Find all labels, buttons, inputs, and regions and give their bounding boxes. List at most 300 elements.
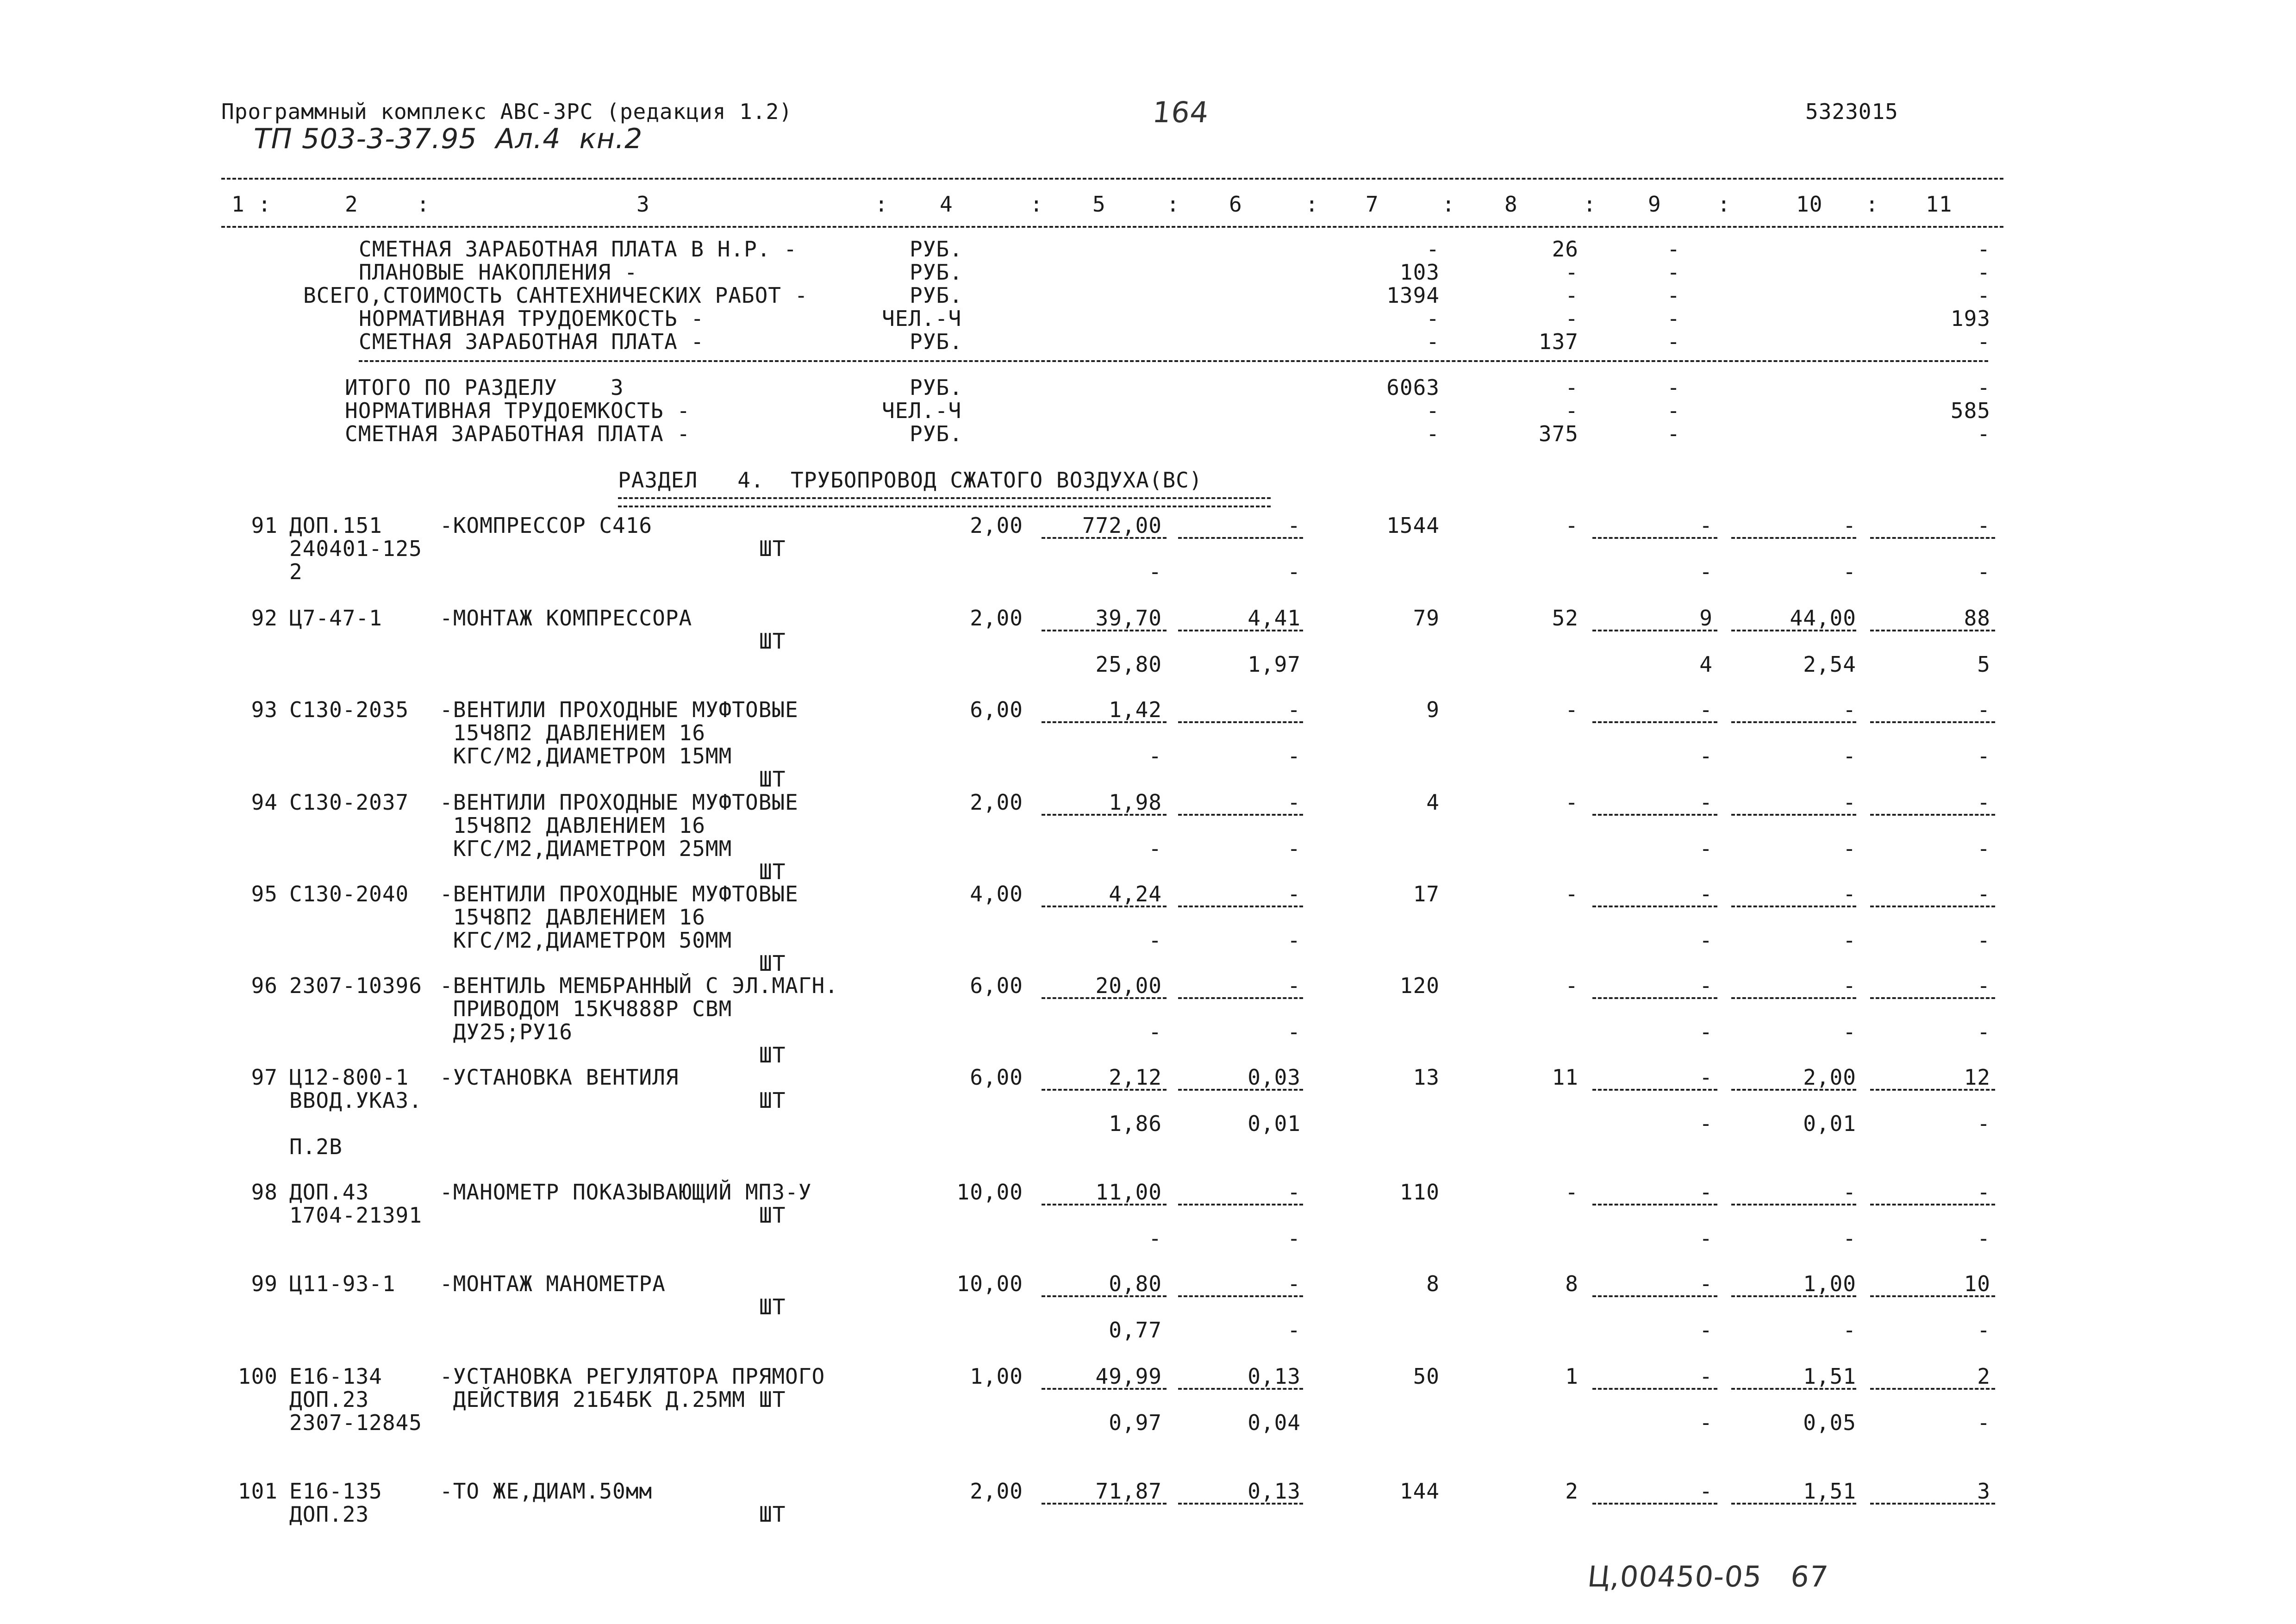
item-description: КГС/М2,ДИАМЕТРОМ 25ММ [440,836,732,861]
item-col9-sub: - [1699,928,1713,953]
summary_a-col11: - [1977,329,1990,354]
item-description: -УСТАНОВКА ВЕНТИЛЯ [440,1065,679,1090]
item-code: Ц11-93-1 [289,1271,396,1296]
item-col5-sub: - [1148,1226,1162,1251]
item-unit: ШТ [759,859,786,884]
summary_a-label: ВСЕГО,СТОИМОСТЬ САНТЕХНИЧЕСКИХ РАБОТ - [303,283,808,308]
item-unit: ШТ [759,1203,786,1228]
sub-rule-col5 [1042,906,1167,907]
sub-rule-col11 [1870,1089,1995,1091]
item-col6-sub: - [1287,559,1301,584]
column-header-0: 1 : [231,192,272,217]
item-description: -МОНТАЖ МАНОМЕТРА [440,1271,666,1296]
item-code: С130-2035 [289,697,409,722]
summary_a-unit: РУБ. [910,260,963,285]
item-col7: 4 [1426,790,1440,815]
sub-rule-col9 [1592,630,1717,631]
summary_b-col11: - [1977,375,1990,400]
item-col8: 8 [1565,1271,1578,1296]
sub-rule-col11 [1870,1388,1995,1390]
summary_b-col8: - [1565,375,1578,400]
sub-rule-col6 [1178,721,1303,723]
item-quantity: 2,00 [970,513,1023,538]
column-header-16: : [1717,192,1731,217]
sub-rule-col9 [1592,537,1717,539]
item-col7: 144 [1399,1479,1440,1504]
item-col11: - [1977,513,1990,538]
column-header-15: 9 [1648,192,1661,217]
item-col5-sub: 0,77 [1109,1318,1162,1343]
item-code: ДОП.151 [289,513,382,538]
column-header-18: : [1866,192,1879,217]
item-code: С130-2040 [289,881,409,906]
item-number: 100 [237,1364,278,1389]
item-col5-sub: 0,97 [1109,1410,1162,1435]
sub-rule-col11 [1870,1503,1995,1505]
handwritten-reference: ТП 503-3-37.95 Ал.4 кн.2 [254,123,643,155]
sub-rule-col9 [1592,997,1717,999]
summary_b-col8: 375 [1538,421,1578,446]
item-number: 93 [251,697,278,722]
item-col11: - [1977,1180,1990,1205]
item-col5: 71,87 [1095,1479,1162,1504]
column-header-4: : [875,192,888,217]
item-unit: ШТ [759,1294,786,1319]
summary_a-label: ПЛАНОВЫЕ НАКОПЛЕНИЯ - [359,260,638,285]
sub-rule-col6 [1178,1204,1303,1206]
item-col10: - [1843,513,1856,538]
sub-rule-col9 [1592,814,1717,816]
item-col6: 4,41 [1248,606,1301,631]
item-col11-sub: - [1977,1318,1990,1343]
item-col11-sub: - [1977,1111,1990,1136]
item-col5: 772,00 [1082,513,1162,538]
sub-rule-col6 [1178,1503,1303,1505]
column-header-1: 2 [345,192,358,217]
item-quantity: 6,00 [970,973,1023,998]
item-col11-sub: - [1977,1226,1990,1251]
summary_b-col11: 585 [1950,398,1990,423]
sub-rule-col11 [1870,1204,1995,1206]
sub-rule-col5 [1042,630,1167,631]
summary_b-label: ИТОГО ПО РАЗДЕЛУ 3 [345,375,624,400]
item-col10: - [1843,973,1856,998]
item-number: 94 [251,790,278,815]
item-col10: 2,00 [1803,1065,1856,1090]
summary_a-col9: - [1667,283,1680,308]
column-header-17: 10 [1796,192,1823,217]
item-col9: - [1699,881,1713,906]
sub-rule-col5 [1042,1295,1167,1297]
item-col7: 9 [1426,697,1440,722]
sub-rule-col5 [1042,814,1167,816]
item-code: С130-2037 [289,790,409,815]
item-description: 15Ч8П2 ДАВЛЕНИЕМ 16 [440,905,705,930]
item-col10-sub: - [1843,559,1856,584]
section-title-underline [618,497,1271,507]
item-number: 91 [251,513,278,538]
item-description: -ТО ЖЕ,ДИАМ.50мм [440,1479,653,1504]
item-col10: - [1843,790,1856,815]
item-col9-sub: - [1699,1111,1713,1136]
item-col6-sub: - [1287,928,1301,953]
sub-rule-col11 [1870,814,1995,816]
item-col11: - [1977,973,1990,998]
item-col8: 2 [1565,1479,1578,1504]
item-col10: - [1843,1180,1856,1205]
item-code: Е16-135 [289,1479,382,1504]
item-col6: - [1287,973,1301,998]
item-description: -ВЕНТИЛЬ МЕМБРАННЫЙ С ЭЛ.МАГН. [440,973,838,998]
item-number: 98 [251,1180,278,1205]
item-description: ДУ25;РУ16 [440,1019,573,1044]
item-col11-sub: 5 [1977,652,1990,677]
summary-rule [359,360,1988,362]
sub-rule-col5 [1042,1388,1167,1390]
sub-rule-col5 [1042,1503,1167,1505]
item-col6: 0,13 [1248,1364,1301,1389]
item-description: -УСТАНОВКА РЕГУЛЯТОРА ПРЯМОГО [440,1364,825,1389]
item-col5-sub: - [1148,928,1162,953]
sub-rule-col9 [1592,906,1717,907]
item-description: -ВЕНТИЛИ ПРОХОДНЫЕ МУФТОВЫЕ [440,697,799,722]
item-number: 99 [251,1271,278,1296]
item-col10-sub: - [1843,928,1856,953]
item-col10-sub: - [1843,1226,1856,1251]
item-col6: 0,13 [1248,1479,1301,1504]
item-description: -МОНТАЖ КОМПРЕССОРА [440,606,693,631]
item-quantity: 1,00 [970,1364,1023,1389]
item-code: ДОП.23 [289,1502,369,1527]
summary_a-col9: - [1667,260,1680,285]
sub-rule-col10 [1731,1388,1856,1390]
item-unit: ШТ [759,536,786,561]
item-col6: - [1287,513,1301,538]
item-code: Ц12-800-1 [289,1065,409,1090]
sub-rule-col6 [1178,814,1303,816]
item-number: 95 [251,881,278,906]
item-description: ДЕЙСТВИЯ 21Б4БК Д.25ММ [440,1387,745,1412]
summary_a-col7: - [1426,329,1440,354]
sub-rule-col11 [1870,537,1995,539]
item-description: КГС/М2,ДИАМЕТРОМ 50ММ [440,928,732,953]
summary_b-col7: - [1426,398,1440,423]
sub-rule-col10 [1731,1204,1856,1206]
column-header-8: : [1167,192,1180,217]
summary_a-label: НОРМАТИВНАЯ ТРУДОЕМКОСТЬ - [359,306,705,331]
item-col5-sub: - [1148,743,1162,768]
item-col10: - [1843,881,1856,906]
page-number: 164 [1151,95,1211,129]
summary_b-col7: - [1426,421,1440,446]
item-number: 92 [251,606,278,631]
item-col11-sub: - [1977,1019,1990,1044]
item-col9-sub: - [1699,743,1713,768]
column-header-6: : [1030,192,1043,217]
summary_a-col7: 103 [1399,260,1440,285]
summary_a-label: СМЕТНАЯ ЗАРАБОТНАЯ ПЛАТА В Н.Р. - [359,237,797,262]
sub-rule-col11 [1870,721,1995,723]
summary_a-col8: - [1565,306,1578,331]
item-col8: 1 [1565,1364,1578,1389]
item-code: 1704-21391 [289,1203,422,1228]
item-code: ВВОД.УКАЗ. [289,1088,422,1113]
item-col9-sub: - [1699,836,1713,861]
item-unit: ШТ [759,1387,786,1412]
item-col6-sub: - [1287,836,1301,861]
sub-rule-col10 [1731,1503,1856,1505]
item-col7: 13 [1413,1065,1440,1090]
program-title: Программный комплекс АВС-3РС (редакция 1.2) [221,99,792,124]
item-col5: 4,24 [1109,881,1162,906]
item-col9: 9 [1699,606,1713,631]
sub-rule-col6 [1178,1295,1303,1297]
sub-rule-col9 [1592,1204,1717,1206]
item-col11-sub: - [1977,1410,1990,1435]
sub-rule-col9 [1592,1295,1717,1297]
sub-rule-col5 [1042,997,1167,999]
summary_b-unit: РУБ. [910,375,963,400]
summary_a-unit: РУБ. [910,283,963,308]
sub-rule-col11 [1870,997,1995,999]
column-header-7: 5 [1092,192,1106,217]
sub-rule-col11 [1870,906,1995,907]
item-unit: ШТ [759,1088,786,1113]
sub-rule-col10 [1731,630,1856,631]
column-header-11: 7 [1366,192,1379,217]
item-col9: - [1699,973,1713,998]
item-col10: 44,00 [1790,606,1856,631]
item-code: 2 [289,559,303,584]
item-col5-sub: - [1148,836,1162,861]
sub-rule-col5 [1042,1089,1167,1091]
item-quantity: 6,00 [970,697,1023,722]
item-code: П.2В [289,1134,343,1159]
summary_a-col8: - [1565,283,1578,308]
column-header-2: : [417,192,430,217]
item-description: -МАНОМЕТР ПОКАЗЫВАЮЩИЙ МП3-У [440,1180,812,1205]
summary_b-col9: - [1667,421,1680,446]
item-col9-sub: - [1699,1226,1713,1251]
sub-rule-col9 [1592,1388,1717,1390]
item-col10-sub: - [1843,836,1856,861]
item-col8: 52 [1552,606,1578,631]
item-col5-sub: 25,80 [1095,652,1162,677]
item-col11: - [1977,881,1990,906]
item-quantity: 6,00 [970,1065,1023,1090]
item-col8: - [1565,697,1578,722]
column-header-14: : [1583,192,1597,217]
sub-rule-col6 [1178,997,1303,999]
item-col11-sub: - [1977,743,1990,768]
sub-rule-col9 [1592,1089,1717,1091]
summary_b-col8: - [1565,398,1578,423]
summary_a-col11: 193 [1950,306,1990,331]
item-col8: 11 [1552,1065,1578,1090]
item-col11: 3 [1977,1479,1990,1504]
item-description: -ВЕНТИЛИ ПРОХОДНЫЕ МУФТОВЫЕ [440,790,799,815]
item-description: -КОМПРЕССОР С416 [440,513,653,538]
item-col9: - [1699,697,1713,722]
item-col7: 79 [1413,606,1440,631]
sub-rule-col6 [1178,537,1303,539]
item-code: 2307-12845 [289,1410,422,1435]
item-description: 15Ч8П2 ДАВЛЕНИЕМ 16 [440,720,705,745]
sub-rule-col6 [1178,630,1303,631]
item-col9: - [1699,1271,1713,1296]
item-number: 101 [237,1479,278,1504]
summary_a-col7: - [1426,237,1440,262]
sub-rule-col5 [1042,1204,1167,1206]
summary_b-unit: ЧЕЛ.-Ч [882,398,962,423]
item-col11: 2 [1977,1364,1990,1389]
item-description: 15Ч8П2 ДАВЛЕНИЕМ 16 [440,813,705,838]
item-col6-sub: 0,04 [1248,1410,1301,1435]
document-code: 5323015 [1805,99,1898,124]
item-col7: 110 [1399,1180,1440,1205]
sub-rule-col10 [1731,721,1856,723]
item-col9-sub: 4 [1699,652,1713,677]
sub-rule-col10 [1731,997,1856,999]
summary_b-col9: - [1667,375,1680,400]
item-col11: - [1977,697,1990,722]
summary_a-col8: - [1565,260,1578,285]
column-header-10: : [1305,192,1319,217]
item-quantity: 2,00 [970,606,1023,631]
summary_a-col9: - [1667,329,1680,354]
item-col5: 0,80 [1109,1271,1162,1296]
item-quantity: 10,00 [956,1180,1023,1205]
item-col5-sub: - [1148,1019,1162,1044]
item-col11: 12 [1964,1065,1990,1090]
item-quantity: 2,00 [970,1479,1023,1504]
item-unit: ШТ [759,951,786,976]
item-col6-sub: - [1287,1318,1301,1343]
item-col11: - [1977,790,1990,815]
item-unit: ШТ [759,629,786,654]
item-col8: - [1565,790,1578,815]
summary_a-col8: 137 [1538,329,1578,354]
item-col10-sub: 0,05 [1803,1410,1856,1435]
item-code: ДОП.43 [289,1180,369,1205]
item-col6: - [1287,881,1301,906]
item-col10: - [1843,697,1856,722]
item-col5-sub: 1,86 [1109,1111,1162,1136]
summary_b-label: СМЕТНАЯ ЗАРАБОТНАЯ ПЛАТА - [345,421,691,446]
item-col11-sub: - [1977,928,1990,953]
sub-rule-col5 [1042,721,1167,723]
item-col7: 120 [1399,973,1440,998]
item-quantity: 4,00 [970,881,1023,906]
summary_b-unit: РУБ. [910,421,963,446]
item-quantity: 10,00 [956,1271,1023,1296]
column-header-12: : [1442,192,1455,217]
item-col11: 10 [1964,1271,1990,1296]
footer-stamp: Ц,00450-05 67 [1586,1560,1830,1593]
item-col5: 2,12 [1109,1065,1162,1090]
sub-rule-col10 [1731,1089,1856,1091]
item-col10: 1,51 [1803,1479,1856,1504]
item-col9-sub: - [1699,1318,1713,1343]
item-col6-sub: 1,97 [1248,652,1301,677]
item-unit: ШТ [759,767,786,792]
summary_b-col11: - [1977,421,1990,446]
item-col8: - [1565,881,1578,906]
summary_b-col7: 6063 [1386,375,1440,400]
item-col6: - [1287,1180,1301,1205]
sub-rule-col10 [1731,1295,1856,1297]
item-col9-sub: - [1699,1019,1713,1044]
item-col10-sub: - [1843,1019,1856,1044]
item-col9: - [1699,1065,1713,1090]
sub-rule-col6 [1178,906,1303,907]
item-col8: - [1565,973,1578,998]
sub-rule-col9 [1592,721,1717,723]
item-col9-sub: - [1699,1410,1713,1435]
item-col5: 1,98 [1109,790,1162,815]
column-header-3: 3 [636,192,650,217]
item-unit: ШТ [759,1043,786,1068]
item-col8: - [1565,513,1578,538]
item-col7: 17 [1413,881,1440,906]
item-col9: - [1699,1364,1713,1389]
sub-rule-col5 [1042,537,1167,539]
item-col5: 39,70 [1095,606,1162,631]
item-code: 240401-125 [289,536,422,561]
item-col6-sub: - [1287,1019,1301,1044]
summary_a-col9: - [1667,237,1680,262]
item-col5: 11,00 [1095,1180,1162,1205]
item-col6: - [1287,1271,1301,1296]
item-col10-sub: 2,54 [1803,652,1856,677]
sub-rule-col11 [1870,630,1995,631]
sub-rule-col10 [1731,906,1856,907]
item-code: Ц7-47-1 [289,606,382,631]
item-col9-sub: - [1699,559,1713,584]
item-code: ДОП.23 [289,1387,369,1412]
summary_a-unit: РУБ. [910,329,963,354]
summary_a-unit: ЧЕЛ.-Ч [882,306,962,331]
summary_a-col11: - [1977,283,1990,308]
summary_a-col8: 26 [1552,237,1578,262]
item-col11: 88 [1964,606,1990,631]
item-col6: 0,03 [1248,1065,1301,1090]
summary_a-col7: 1394 [1386,283,1440,308]
item-col5: 1,42 [1109,697,1162,722]
summary_a-label: СМЕТНАЯ ЗАРАБОТНАЯ ПЛАТА - [359,329,705,354]
sub-rule-col11 [1870,1295,1995,1297]
item-description: -ВЕНТИЛИ ПРОХОДНЫЕ МУФТОВЫЕ [440,881,799,906]
item-col11-sub: - [1977,836,1990,861]
summary_a-col7: - [1426,306,1440,331]
column-header-13: 8 [1504,192,1518,217]
item-col8: - [1565,1180,1578,1205]
item-code: 2307-10396 [289,973,422,998]
item-number: 97 [251,1065,278,1090]
column-header-19: 11 [1926,192,1953,217]
item-description: КГС/М2,ДИАМЕТРОМ 15ММ [440,743,732,768]
summary_a-col11: - [1977,260,1990,285]
item-description: ПРИВОДОМ 15КЧ888Р СВМ [440,996,732,1021]
item-col9: - [1699,513,1713,538]
item-col10: 1,00 [1803,1271,1856,1296]
item-col6-sub: 0,01 [1248,1111,1301,1136]
summary_b-col9: - [1667,398,1680,423]
item-col5-sub: - [1148,559,1162,584]
section-title: РАЗДЕЛ 4. ТРУБОПРОВОД СЖАТОГО ВОЗДУХА(ВС) [618,468,1203,493]
item-col5: 20,00 [1095,973,1162,998]
item-col6-sub: - [1287,743,1301,768]
